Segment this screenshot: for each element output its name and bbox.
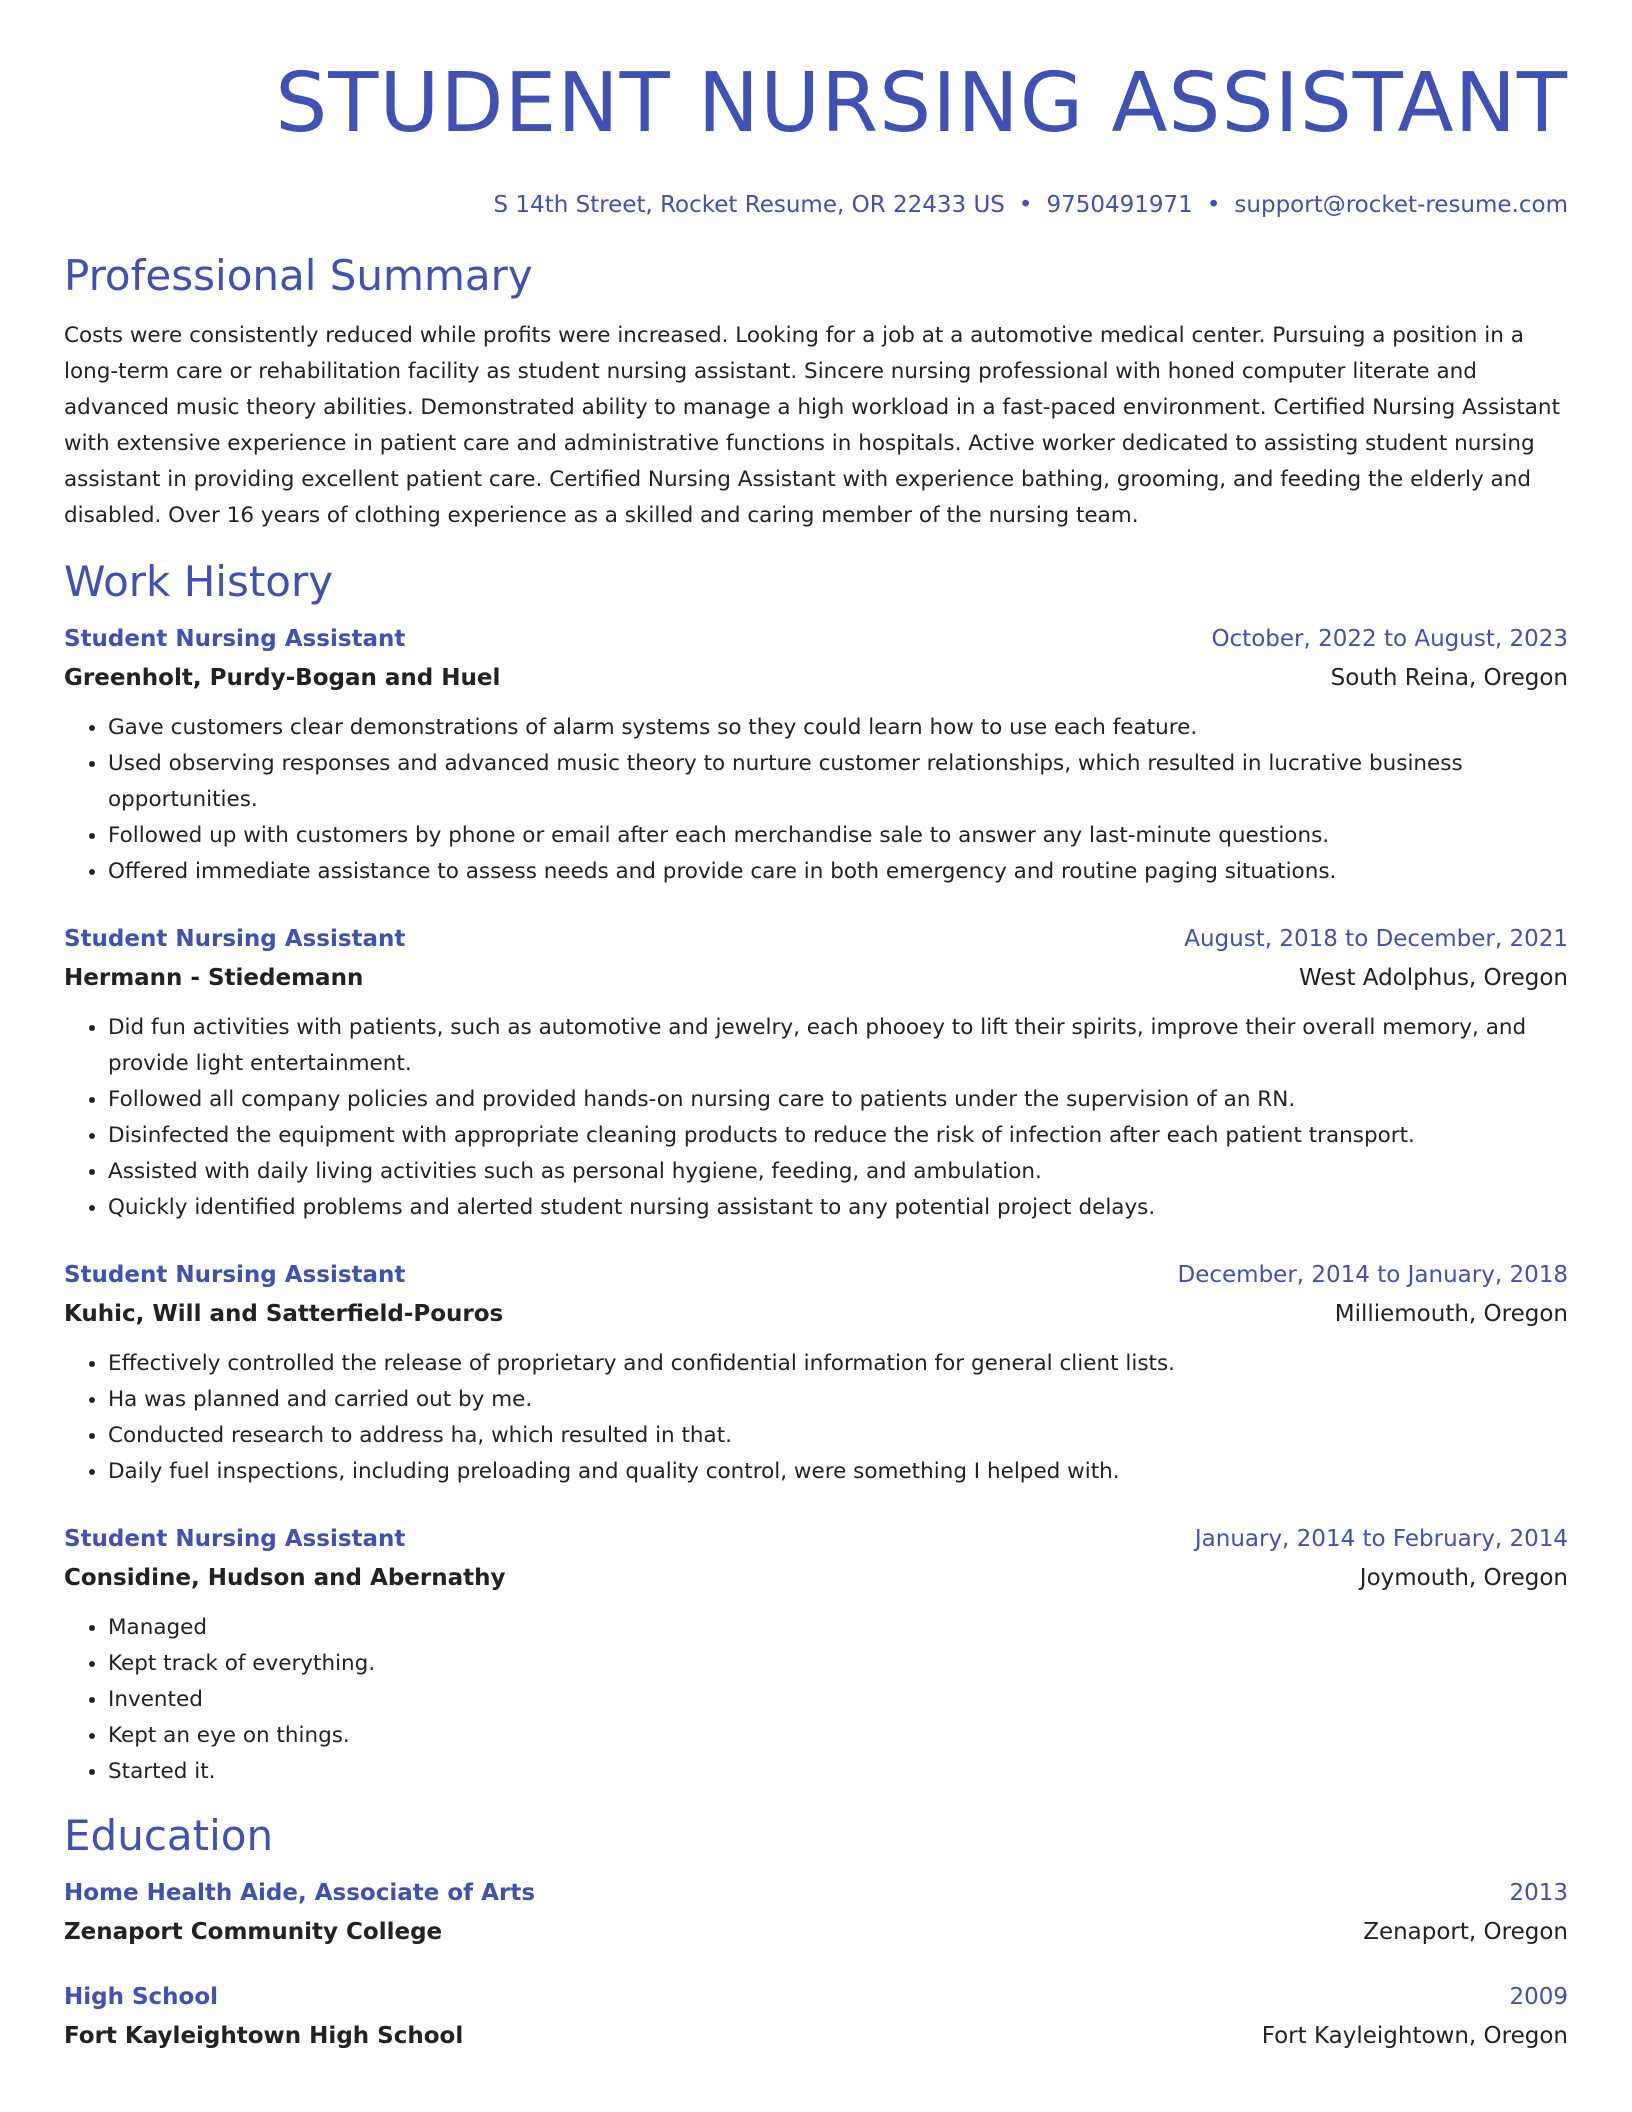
job-title: Student Nursing Assistant [64,1262,406,1288]
job-bullet: • Disinfected the equipment with appropriate cleaning products to reduce the risk of infection after each patient transport. [108,1118,1568,1154]
job-entry [64,1256,1568,1490]
job-bullets [64,1346,1568,1490]
job-subheader [64,1558,1568,1598]
school-location: Zenaport, Oregon [1363,1919,1568,1945]
job-bullet: • Gave customers clear demonstrations of alarm systems so they could learn how to use each feature. [108,710,1568,746]
job-subheader [64,1294,1568,1334]
section-heading-summary: Professional Summary [64,251,533,300]
school-name: Fort Kayleightown High School [64,2023,464,2049]
job-dates: January, 2014 to February, 2014 [1194,1526,1568,1552]
education-header [64,1978,1568,2016]
job-title: Student Nursing Assistant [64,1526,406,1552]
job-bullet: • Conducted research to address ha, which resulted in that. [108,1418,1568,1454]
graduation-year: 2009 [1509,1984,1568,2010]
education-subheader [64,1912,1568,1952]
company-name: Hermann - Stiedemann [64,965,364,991]
job-bullet: • Did fun activities with patients, such as automotive and jewelry, each phooey to lift their spirits, improve their overall memory, and provide light entertainment. [108,1010,1568,1082]
job-subheader [64,658,1568,698]
job-bullets [64,1610,1568,1790]
job-location: Milliemouth, Oregon [1334,1301,1568,1327]
job-entry [64,620,1568,890]
job-bullet: • Invented [108,1682,1568,1718]
job-header [64,920,1568,958]
job-bullet: • Ha was planned and carried out by me. [108,1382,1568,1418]
job-bullet: • Kept track of everything. [108,1646,1568,1682]
degree: High School [64,1984,219,2010]
company-name: Considine, Hudson and Abernathy [64,1565,506,1591]
job-header [64,620,1568,658]
job-bullet: • Started it. [108,1754,1568,1790]
job-bullet: • Offered immediate assistance to assess needs and provide care in both emergency and routine paging situations. [108,854,1568,890]
job-location: South Reina, Oregon [1330,665,1568,691]
job-bullet: • Quickly identified problems and alerted student nursing assistant to any potential project delays. [108,1190,1568,1226]
school-location: Fort Kayleightown, Oregon [1261,2023,1568,2049]
company-name: Kuhic, Will and Satterfield-Pouros [64,1301,504,1327]
job-header [64,1520,1568,1558]
job-dates: October, 2022 to August, 2023 [1211,626,1568,652]
job-bullet: • Kept an eye on things. [108,1718,1568,1754]
job-bullet: • Followed up with customers by phone or email after each merchandise sale to answer any last-minute questions. [108,818,1568,854]
job-bullet: • Managed [108,1610,1568,1646]
job-title: Student Nursing Assistant [64,626,406,652]
job-subheader [64,958,1568,998]
job-location: West Adolphus, Oregon [1298,965,1568,991]
job-bullets [64,1010,1568,1226]
separator-dot: • [1018,192,1033,218]
company-name: Greenholt, Purdy-Bogan and Huel [64,665,501,691]
phone: 9750491971 [1046,192,1193,218]
candidate-name: STUDENT NURSING ASSISTANT [275,56,1568,151]
job-dates: December, 2014 to January, 2018 [1177,1262,1568,1288]
job-location: Joymouth, Oregon [1359,1565,1568,1591]
job-bullet: • Daily fuel inspections, including preloading and quality control, were something I helped with. [108,1454,1568,1490]
job-header [64,1256,1568,1294]
section-heading-work-history: Work History [64,557,334,606]
job-bullet: • Used observing responses and advanced music theory to nurture customer relationships, which resulted in lucrative business opportunities. [108,746,1568,818]
education-header [64,1874,1568,1912]
summary-text: Costs were consistently reduced while profits were increased. Looking for a job at a automotive medical center. Pursuing a position in a long-term care or rehabilitation facility as student nursing assistant. Sincere nursing professional with honed computer literate and advanced music theory abilities. Demonstrated ability to manage a high workload in a fast-paced environment. Certified Nursing Assistant with extensive experience in patient care and administrative functions in hospitals. Active worker dedicated to assisting student nursing assistant in providing excellent patient care. Certified Nursing Assistant with experience bathing, grooming, and feeding the elderly and disabled. Over 16 years of clothing experience as a skilled and caring member of the nursing team. [64,323,1560,528]
separator-dot: • [1206,192,1221,218]
job-bullet: • Assisted with daily living activities such as personal hygiene, feeding, and ambulation. [108,1154,1568,1190]
job-title: Student Nursing Assistant [64,926,406,952]
job-entry [64,1520,1568,1790]
job-bullet: • Followed all company policies and provided hands-on nursing care to patients under the supervision of an RN. [108,1082,1568,1118]
address: S 14th Street, Rocket Resume, OR 22433 US [493,192,1005,218]
email-link[interactable]: support@rocket-resume.com [1234,192,1568,218]
education-entry [64,1874,1568,1952]
education-entry [64,1978,1568,2056]
graduation-year: 2013 [1509,1880,1568,1906]
education-subheader [64,2016,1568,2056]
school-name: Zenaport Community College [64,1919,443,1945]
section-heading-education: Education [64,1811,274,1860]
job-entry [64,920,1568,1226]
degree: Home Health Aide, Associate of Arts [64,1880,536,1906]
job-bullets [64,710,1568,890]
job-bullet: • Effectively controlled the release of proprietary and confidential information for general client lists. [108,1346,1568,1382]
contact-line [64,190,1568,220]
job-dates: August, 2018 to December, 2021 [1184,926,1568,952]
